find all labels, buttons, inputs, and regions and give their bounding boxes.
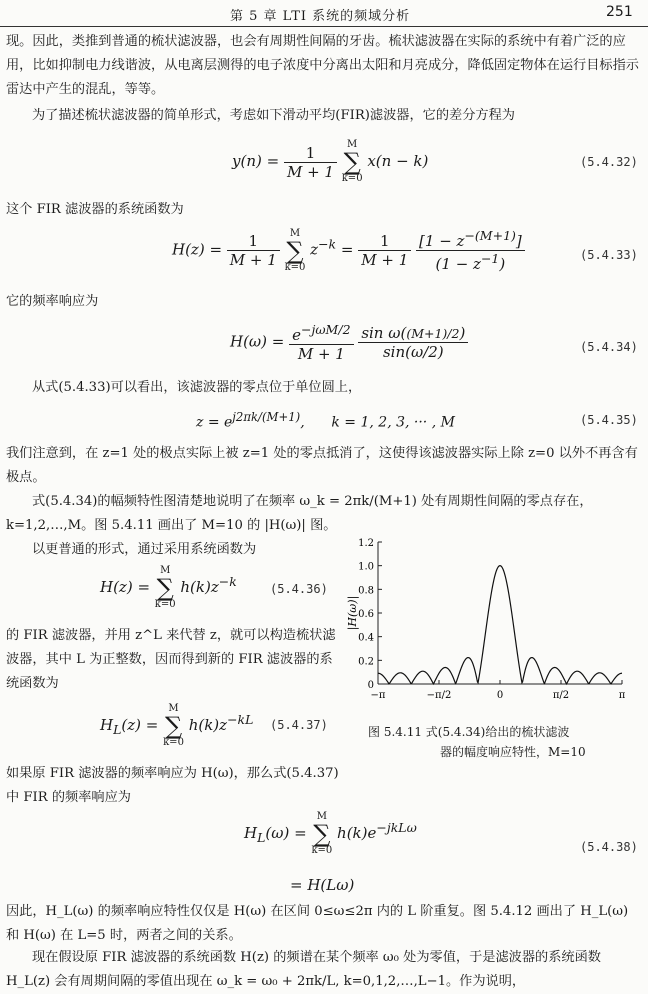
equation-number: (5.4.37) [270, 718, 328, 732]
chapter-title: 第 5 章 LTI 系统的频域分析 [230, 9, 411, 24]
figure-caption [368, 722, 586, 762]
equation-number: (5.4.38) [580, 840, 638, 854]
x-tick-label: π/2 [552, 690, 570, 701]
y-axis-label: |H(ω)| [346, 595, 359, 631]
y-tick-label: 0.6 [358, 609, 374, 620]
x-tick-label: 0 [496, 690, 504, 701]
equation-condition: k = 1, 2, 3, ··· , M [331, 414, 455, 431]
paragraph-4: 它的频率响应为 [6, 294, 99, 309]
paragraph-2: 为了描述梳状滤波器的简单形式，考虑如下滑动平均(FIR)滤波器，它的差分方程为 [32, 108, 515, 123]
paragraph-3: 这个 FIR 滤波器的系统函数为 [6, 202, 184, 217]
page-header [0, 0, 648, 27]
equation-number: (5.4.33) [580, 248, 638, 262]
magnitude-curve [378, 566, 622, 684]
equation-5-4-32: y(n) = $\frac{1}{M + 1}$ M ∑ k=0 x(n − k) [232, 139, 429, 184]
equation-number: (5.4.34) [580, 340, 638, 354]
y-tick-label: 1.0 [358, 561, 374, 573]
equation-5-4-38: $H_L(\omega)$ = M ∑ k=0 $h(k)e^{-jkL\omega}$ [244, 811, 417, 856]
equation-5-4-38-line2: = H(Lω) [290, 876, 355, 894]
y-tick-label: 0.8 [358, 585, 374, 597]
y-tick-label: 0.4 [358, 632, 374, 644]
paragraph-10: 如果原 FIR 滤波器的频率响应为 H(ω)，那么式(5.4.37)中 FIR 的频率响应为 [6, 766, 339, 805]
caption-line-2: 器的幅度响应特性，M=10 [440, 745, 586, 759]
equation-number: (5.4.36) [270, 582, 328, 596]
magnitude-response-chart [340, 534, 640, 706]
equation-5-4-34: H(ω) = $\frac{e^{-j\omega M/2}}{M + 1}$ $\frac{\text{sin ω((M+1)/2)}}{\sin(\omega/2)}$ [230, 322, 468, 363]
equation-5-4-35: $z = e^{j2\pi k/(M+1)}$, k = 1, 2, 3, ··· , M [196, 410, 455, 431]
paragraph-6: 我们注意到，在 z=1 处的极点实际上被 z=1 处的零点抵消了，这使得该滤波器实际上除 z=0 以外不再含有极点。 [6, 446, 638, 485]
equation-5-4-36: H(z) = M ∑ k=0 $h(k)z^{-k}$ [100, 565, 237, 610]
paragraph-12: 现在假设原 FIR 滤波器的系统函数 H(z) 的频谱在某个频率 ω₀ 处为零值，于是滤波器的系统函数 H_L(z) 会有周期间隔的零值出现在 ω_k = ω₀ + 2πk/L, k=0,1,2,…,L−1。作为说明， [6, 950, 601, 989]
paragraph-8: 以更普通的形式，通过采用系统函数为 [32, 542, 257, 557]
equation-number: (5.4.35) [580, 413, 638, 427]
page-number: 251 [606, 4, 633, 20]
x-tick-label: −π/2 [426, 690, 452, 701]
equation-5-4-37: $H_L(z)$ = M ∑ k=0 $h(k)z^{-kL}$ [100, 703, 254, 748]
y-tick-label: 0.2 [358, 656, 374, 668]
equation-number: (5.4.32) [580, 155, 638, 169]
x-tick-label: π [618, 690, 626, 701]
paragraph-5: 从式(5.4.33)可以看出，该滤波器的零点位于单位圆上， [32, 380, 362, 395]
paragraph-9: 的 FIR 滤波器，并用 z^L 来代替 z，就可以构造梳状滤波器，其中 L 为正整数，因而得到新的 FIR 滤波器的系统函数为 [6, 628, 336, 691]
caption-line-1: 图 5.4.11 式(5.4.34)给出的梳状滤波 [368, 725, 570, 739]
y-tick-label: 0 [367, 680, 374, 691]
equation-5-4-33: H(z) = $\frac{1}{M + 1}$ M ∑ k=0 $z^{-k}$ = $\frac{1}{M + 1}$ $\frac{[1 - z^{-(M+1)}]}{(1 - z^{-1})}$ [172, 228, 525, 273]
paragraph-7: 式(5.4.34)的幅频特性图清楚地说明了在频率 ω_k = 2πk/(M+1) 处有周期性间隔的零点存在，k=1,2,…,M。图 5.4.11 画出了 M=10 的 |H(ω)| 图。 [6, 494, 593, 533]
x-tick-label: −π [370, 690, 386, 701]
paragraph-11: 因此，H_L(ω) 的频率响应特性仅仅是 H(ω) 在区间 0≤ω≤2π 内的 L 阶重复。图 5.4.12 画出了 H_L(ω) 和 H(ω) 在 L=5 时，两者之间的关系。 [6, 904, 629, 943]
paragraph-1: 现。因此，类推到普通的梳状滤波器，也会有周期性间隔的牙齿。梳状滤波器在实际的系统中有着广泛的应用，比如抑制电力线谐波，从电离层测得的电子浓度中分离出太阳和月亮成分，降低固定物体在运行目标指示雷达中产生的混乱，等等。 [6, 34, 639, 97]
y-tick-label: 1.2 [358, 538, 374, 549]
